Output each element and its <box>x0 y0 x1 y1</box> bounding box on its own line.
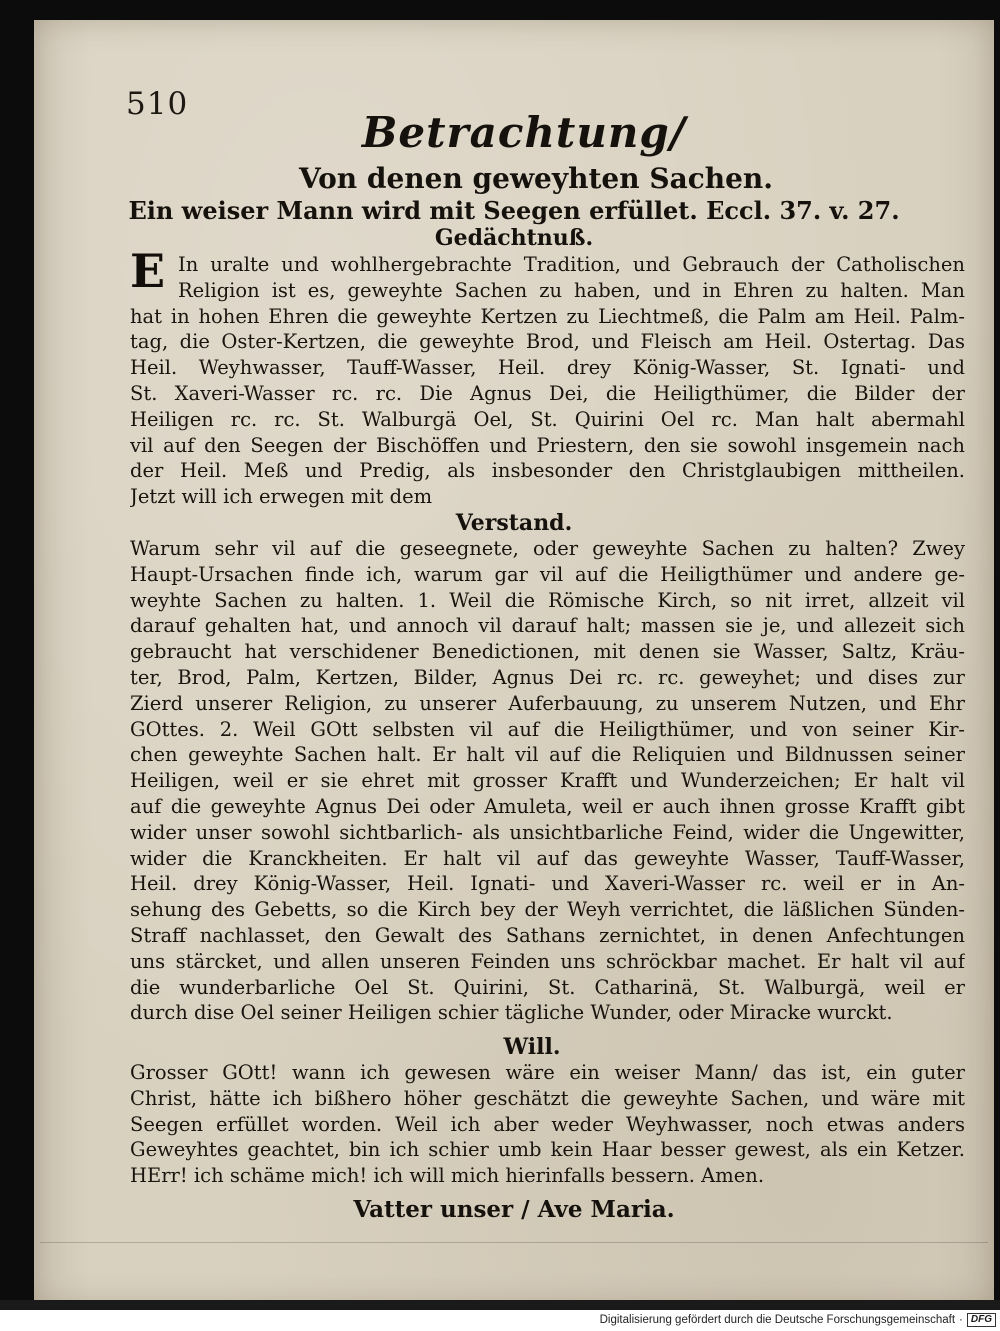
memory-text <box>130 252 965 510</box>
text-line: Jetzt will ich erwegen mit dem <box>130 485 433 509</box>
footer-credit-text: Digitalisierung gefördert durch die Deutsche Forschungsgemeinschaft <box>599 1314 956 1326</box>
text-line: weyhte Sachen zu halten. 1. Weil die Römische Kirch, so nit irret, allzeit vil <box>130 588 965 612</box>
text-line: Straff nachlasset, den Gewalt des Sathans zernichtet, in denen Anfechtungen <box>130 923 965 947</box>
text-line: gebraucht hat verschidener Benedictionen, mit denen sie Wasser, Saltz, Kräu- <box>130 640 965 664</box>
text-line: ter, Brod, Palm, Kertzen, Bilder, Agnus Dei rc. rc. geweyhet; und dises zur <box>130 665 965 689</box>
text-line: vil auf den Seegen der Bischöffen und Priestern, den sie sowohl insgemein nach <box>130 433 965 457</box>
text-line: Grosser GOtt! wann ich gewesen wäre ein weiser Mann/ das ist, ein guter <box>130 1061 965 1084</box>
text-line: darauf gehalten hat, und annoch vil darauf halt; massen sie je, und allezeit sich <box>130 614 965 638</box>
text-line: Haupt-Ursachen finde ich, warum gar vil auf die Heiligthümer und andere ge- <box>130 562 965 586</box>
section-heading-will: Will. <box>503 1034 561 1060</box>
text-line: wider die Kranckheiten. Er halt vil auf das geweyhte Wasser, Tauff-Wasser, <box>130 846 965 870</box>
text-line: hat in hohen Ehren die geweyhte Kertzen zu Liechtmeß, die Palm am Heil. Palm- <box>130 304 965 328</box>
text-line: HErr! ich schäme mich! ich will mich hierinfalls bessern. Amen. <box>130 1164 765 1188</box>
footer-credit <box>600 1311 996 1329</box>
text-line: Religion ist es, geweyhte Sachen zu haben, und in Ehren zu halten. Man <box>178 278 965 302</box>
text-line: Zierd unserer Religion, zu unserer Auferbauung, zu unserem Nutzen, und Ehr <box>130 691 965 715</box>
text-line: durch dise Oel seiner Heiligen schier tägliche Wunder, oder Miracke wurckt. <box>130 1001 893 1025</box>
text-line: Heiligen rc. rc. St. Walburgä Oel, St. Quirini Oel rc. Man halt abermahl <box>130 407 965 431</box>
section-heading-memory: Gedächtnuß. <box>434 225 594 251</box>
text-line: chen geweyhte Sachen halt. Er halt vil auf die Reliquien und Bildnussen seiner <box>130 743 965 767</box>
section-heading-understanding: Verstand. <box>455 510 573 536</box>
text-line: der Heil. Meß und Predig, als insbesonder den Christglaubigen mittheilen. <box>130 459 965 483</box>
text-line: uns stärcket, und allen unseren Feinden uns schröckbar machet. Er halt vil auf <box>130 949 965 973</box>
dfg-logo[interactable]: DFG <box>967 1313 996 1327</box>
text-line: Heil. drey König-Wasser, Heil. Ignati- und Xaveri-Wasser rc. weil er in An- <box>130 872 965 896</box>
page-number: 510 <box>126 86 189 122</box>
footer-separator: · <box>959 1314 963 1326</box>
text-line: auf die geweyhte Agnus Dei oder Amuleta, weil er auch ihnen grosse Krafft gibt <box>130 794 965 818</box>
text-line: Heiligen, weil er sie ehret mit grosser Krafft und Wunderzeichen; Er halt vil <box>130 769 965 793</box>
scripture-quote: Ein weiser Mann wird mit Seegen erfüllet. Eccl. 37. v. 27. <box>128 196 900 225</box>
page-edge-rule <box>40 1242 988 1243</box>
will-text <box>130 1060 965 1189</box>
text-line: GOttes. 2. Weil GOtt selbsten vil auf die Heiligthümer, und von seiner Kir- <box>130 717 965 741</box>
closing-prayer: Vatter unser / Ave Maria. <box>353 1196 675 1223</box>
text-line: wider unser sowohl sichtbarlich- als unsichtbarliche Feind, wider die Ungewitter, <box>130 820 965 844</box>
text-line: Heil. Weyhwasser, Tauff-Wasser, Heil. drey König-Wasser, St. Ignati- und <box>130 356 965 380</box>
text-line: Seegen erfüllet worden. Weil ich aber weder Weyhwasser, noch etwas anders <box>130 1112 965 1136</box>
text-line: die wunderbarliche Oel St. Quirini, St. Catharinä, St. Walburgä, weil er <box>130 975 965 999</box>
understanding-text <box>130 536 965 1026</box>
text-line: tag, die Oster-Kertzen, die geweyhte Brod, und Fleisch am Heil. Ostertag. Das <box>130 330 965 354</box>
text-line: Geweyhtes geachtet, bin ich schier umb kein Haar besser gewest, als ein Ketzer. <box>130 1138 965 1162</box>
text-line: sehung des Gebetts, so die Kirch bey der Weyh verrichtet, die läßlichen Sünden- <box>130 898 965 922</box>
text-line: St. Xaveri-Wasser rc. rc. Die Agnus Dei, die Heiligthümer, die Bilder der <box>130 381 965 405</box>
scan-bottom-border <box>0 1300 1000 1310</box>
page-subtitle: Von denen geweyhten Sachen. <box>298 162 774 195</box>
book-page <box>34 20 994 1305</box>
text-line: In uralte und wohlhergebrachte Tradition, und Gebrauch der Catholischen <box>178 253 965 276</box>
text-line: Christ, hätte ich bißhero höher geschätzt die geweyhte Sachen, und wäre mit <box>130 1086 965 1110</box>
drop-cap: E <box>130 244 166 298</box>
text-line: Warum sehr vil auf die geseegnete, oder geweyhte Sachen zu halten? Zwey <box>130 537 965 560</box>
page-title: Betrachtung/ <box>361 108 687 157</box>
